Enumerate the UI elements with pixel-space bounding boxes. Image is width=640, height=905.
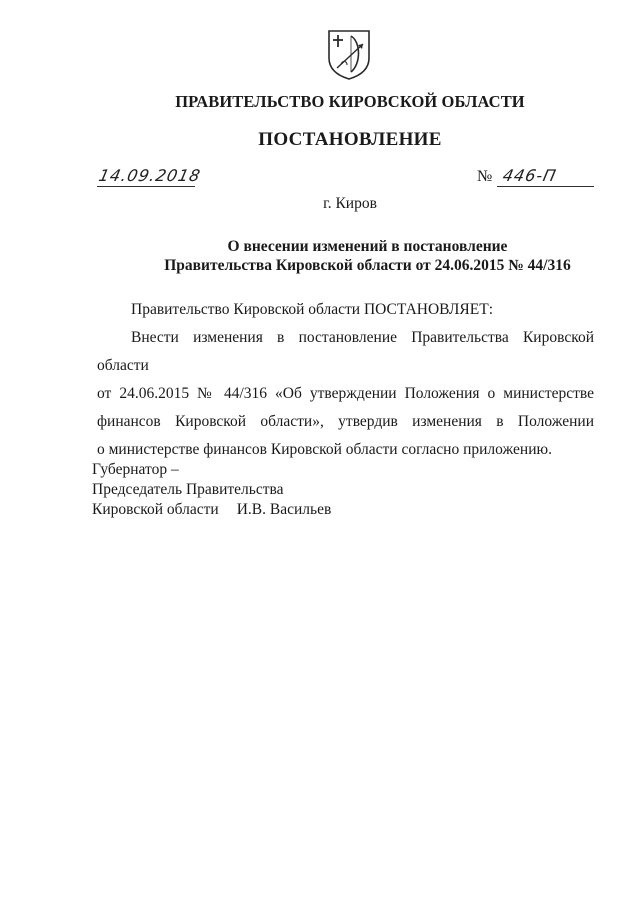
city-line: г. Киров bbox=[323, 195, 377, 212]
signer-position-line-3: Кировской области bbox=[92, 501, 219, 518]
signer-position-line-1: Губернатор – bbox=[92, 461, 179, 478]
body-line-2: от 24.06.2015 № 44/316 «Об утверждении Положения о министерстве bbox=[97, 385, 594, 402]
document-subject bbox=[0, 237, 640, 275]
preamble-paragraph: Правительство Кировской области ПОСТАНОВЛЯЕТ: bbox=[131, 301, 494, 318]
number-label: № bbox=[477, 168, 493, 185]
body-line-1: Внести изменения в постановление Правительства Кировской области bbox=[97, 329, 594, 374]
kirov-oblast-coat-of-arms-icon bbox=[325, 28, 373, 80]
subject-line-2: Правительства Кировской области от 24.06.2015 № 44/316 bbox=[164, 257, 571, 274]
signature-block bbox=[92, 460, 331, 520]
registration-date-field bbox=[96, 166, 203, 187]
signer-name: И.В. Васильев bbox=[236, 501, 332, 518]
body-line-3: финансов Кировской области», утвердив изменения в Положении bbox=[97, 413, 594, 430]
subject-line-1: О внесении изменений в постановление bbox=[227, 238, 508, 255]
government-name-heading: ПРАВИТЕЛЬСТВО КИРОВСКОЙ ОБЛАСТИ bbox=[175, 92, 525, 111]
registration-number: 446-П bbox=[500, 166, 559, 185]
body-line-4: о министерстве финансов Кировской области согласно приложению. bbox=[97, 441, 552, 458]
signer-position-line-3-row bbox=[92, 500, 331, 520]
signer-position-line-2: Председатель Правительства bbox=[92, 481, 284, 498]
document-type-heading: ПОСТАНОВЛЕНИЕ bbox=[258, 129, 442, 150]
registration-date: 14.09.2018 bbox=[96, 166, 203, 185]
registration-number-field bbox=[497, 166, 594, 187]
document-body bbox=[97, 296, 594, 464]
